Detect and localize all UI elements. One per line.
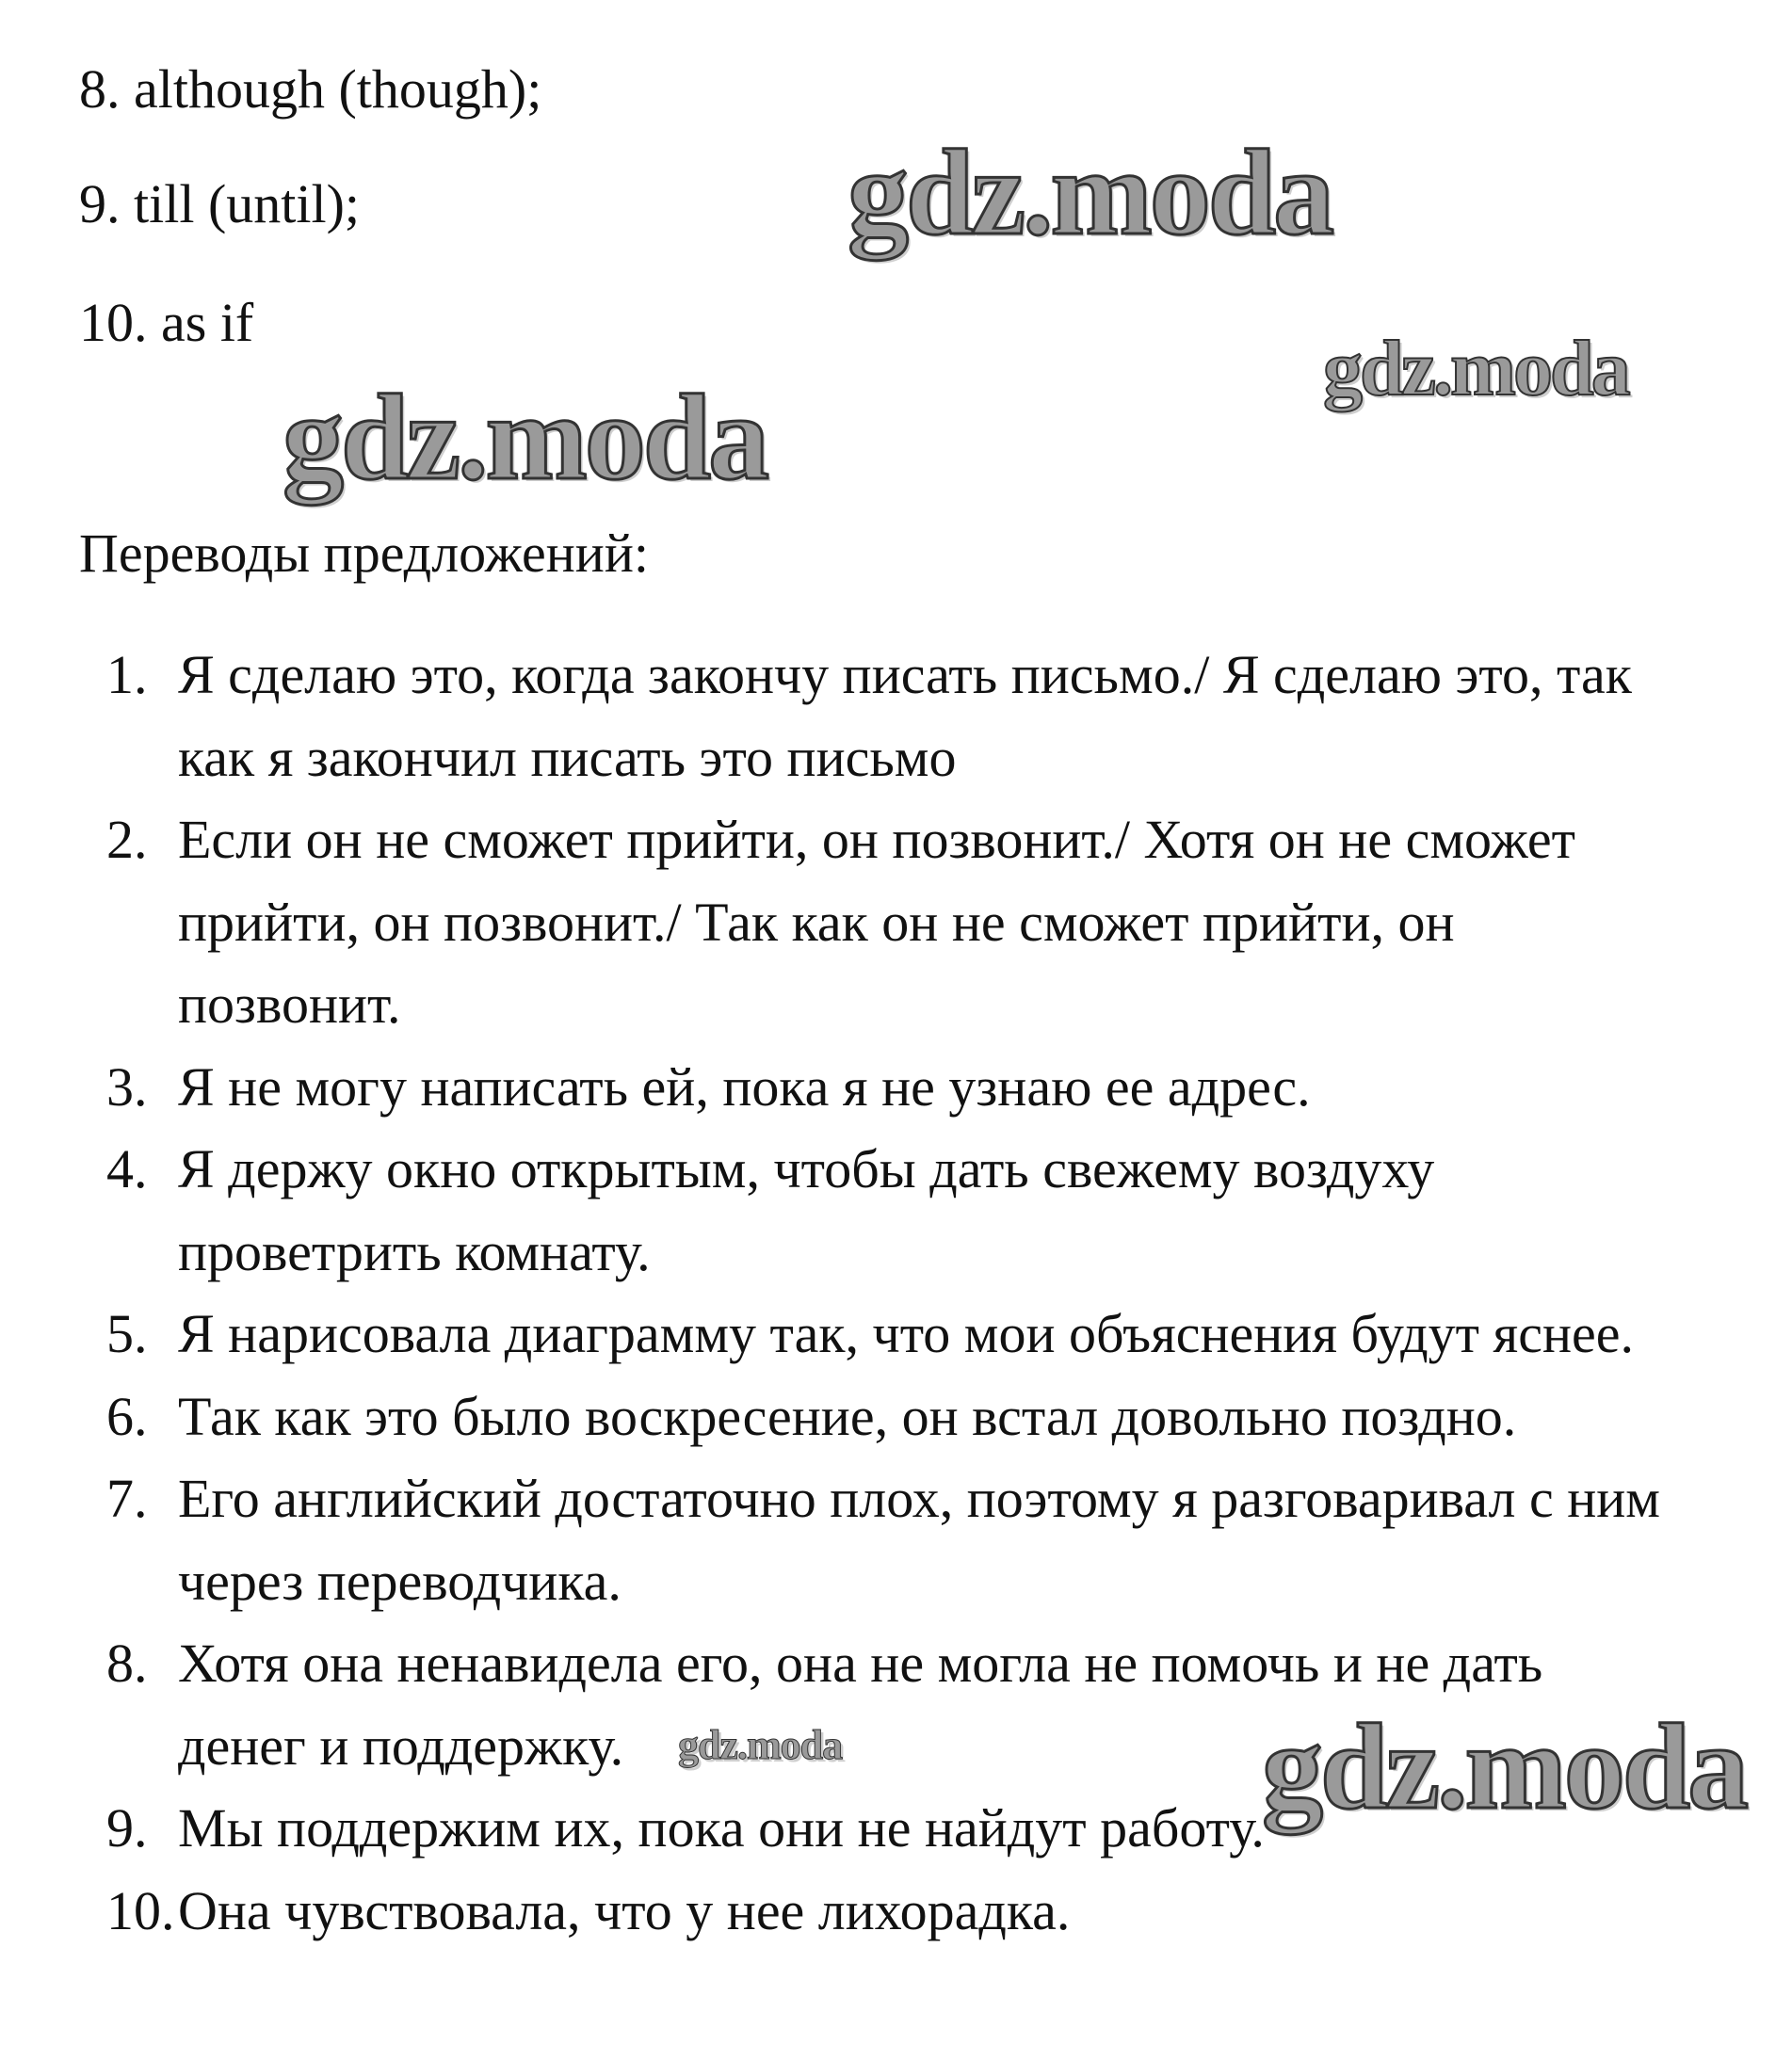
- watermark-logo: gdz.moda: [283, 370, 767, 506]
- list-item-number: 8.: [106, 1633, 148, 1694]
- list-item-number: 9.: [106, 1797, 148, 1859]
- list-item-text: проветрить комнату.: [178, 1220, 651, 1282]
- conjunction-8: 8. although (though);: [79, 58, 542, 120]
- list-item-number: 1.: [106, 644, 148, 705]
- list-item-text: как я закончил писать это письмо: [178, 726, 957, 788]
- list-item-number: 6.: [106, 1385, 148, 1447]
- list-item-number: 5.: [106, 1303, 148, 1364]
- conjunction-10: 10. as if: [79, 292, 254, 353]
- list-item-text: Если он не сможет прийти, он позвонит./ Хотя он не сможет: [178, 809, 1575, 870]
- watermark-logo: gdz.moda: [848, 125, 1332, 261]
- watermark-logo: gdz.moda: [1262, 1699, 1747, 1835]
- list-item-text: Я сделаю это, когда закончу писать письмо./ Я сделаю это, так: [178, 644, 1632, 705]
- list-item-number: 10.: [106, 1879, 175, 1941]
- list-item-text: Так как это было воскресение, он встал довольно поздно.: [178, 1385, 1517, 1447]
- list-item-number: 4.: [106, 1138, 148, 1199]
- list-item-text: через переводчика.: [178, 1550, 622, 1612]
- conjunction-9: 9. till (until);: [79, 173, 361, 234]
- list-item-text: Она чувствовала, что у нее лихорадка.: [178, 1879, 1071, 1941]
- list-item-text: Его английский достаточно плох, поэтому я разговаривал с ним: [178, 1468, 1660, 1529]
- watermark-logo: gdz.moda: [678, 1722, 843, 1768]
- list-item-text: позвонит.: [178, 974, 401, 1035]
- list-item-text: Я не могу написать ей, пока я не узнаю ее адрес.: [178, 1055, 1311, 1118]
- list-item-text: Хотя она ненавидела его, она не могла не помочь и не дать: [178, 1633, 1543, 1694]
- list-item-text: Мы поддержим их, пока они не найдут работу.: [178, 1797, 1265, 1859]
- list-item-text: прийти, он позвонит./ Так как он не сможет прийти, он: [178, 891, 1455, 953]
- list-item-number: 3.: [106, 1055, 148, 1118]
- list-item-text: Я держу окно открытым, чтобы дать свежему воздуху: [178, 1138, 1435, 1199]
- section-title: Переводы предложений:: [79, 523, 649, 584]
- list-item-text: Я нарисовала диаграмму так, что мои объяснения будут яснее.: [178, 1303, 1634, 1364]
- list-item-number: 2.: [106, 809, 148, 870]
- list-item-text: денег и поддержку.: [178, 1714, 624, 1777]
- watermark-logo: gdz.moda: [1323, 325, 1628, 412]
- list-item-number: 7.: [106, 1468, 148, 1529]
